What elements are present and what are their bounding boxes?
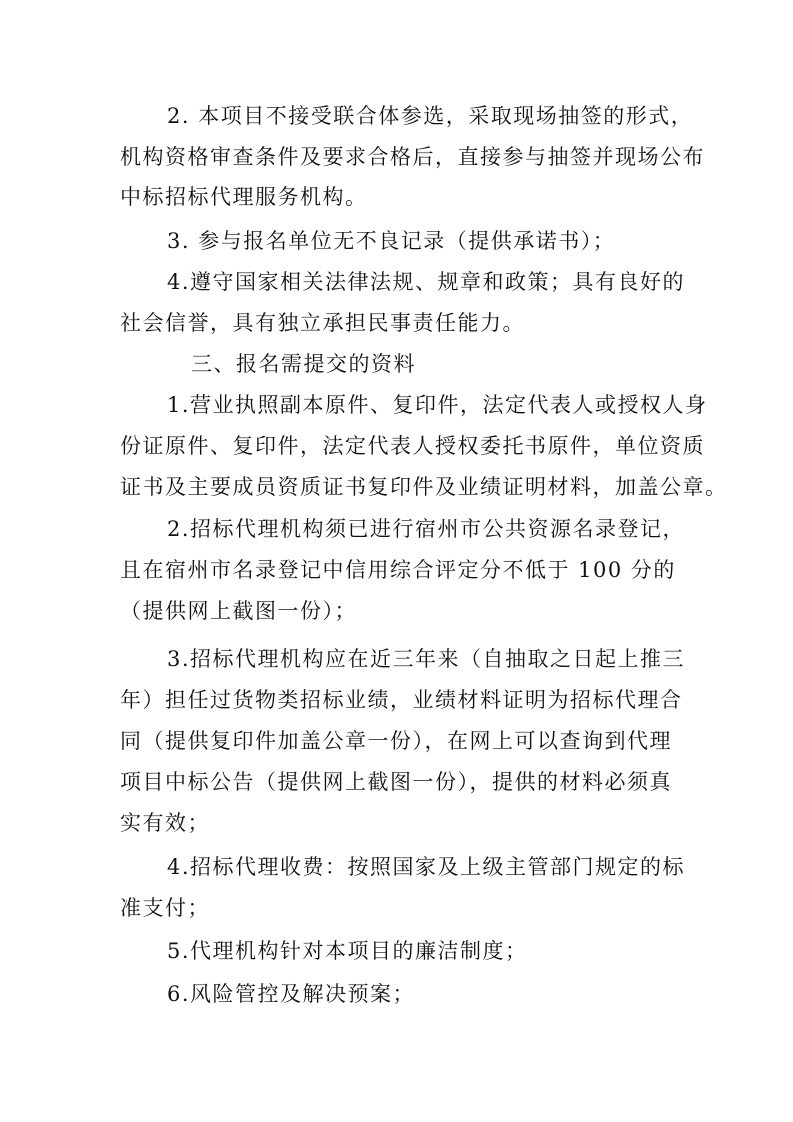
paragraph-line: 且在宿州市名录登记中信用综合评定分不低于 100 分的 <box>120 558 676 582</box>
paragraph-line: 准支付； <box>120 896 210 920</box>
paragraph-line: 社会信誉，具有独立承担民事责任能力。 <box>120 311 525 335</box>
paragraph-line: 1.营业执照副本原件、复印件，法定代表人或授权人身 <box>167 393 708 417</box>
paragraph-line: 项目中标公告（提供网上截图一份），提供的材料必须真 <box>120 770 672 794</box>
paragraph-line: 年）担任过货物类招标业绩，业绩材料证明为招标代理合 <box>120 688 683 712</box>
paragraph-line: 份证原件、复印件，法定代表人授权委托书原件，单位资质 <box>120 434 705 458</box>
paragraph-line: 中标招标代理服务机构。 <box>120 185 368 209</box>
paragraph-line: 3. 参与报名单位无不良记录（提供承诺书）； <box>167 229 616 253</box>
paragraph-line: 3.招标代理机构应在近三年来（自抽取之日起上推三 <box>167 647 686 671</box>
paragraph-line: 2. 本项目不接受联合体参选，采取现场抽签的形式， <box>167 104 694 128</box>
section-heading: 三、报名需提交的资料 <box>191 352 416 376</box>
paragraph-line: 机构资格审查条件及要求合格后，直接参与抽签并现场公布 <box>120 145 705 169</box>
paragraph-line: 6.风险管控及解决预案； <box>167 982 416 1006</box>
paragraph-line: 4.遵守国家相关法律法规、规章和政策；具有良好的 <box>167 270 686 294</box>
paragraph-line: 证书及主要成员资质证书复印件及业绩证明材料，加盖公章。 <box>120 475 728 499</box>
paragraph-line: （提供网上截图一份）； <box>120 599 357 623</box>
paragraph-line: 实有效； <box>120 811 210 835</box>
paragraph-line: 4.招标代理收费：按照国家及上级主管部门规定的标 <box>167 855 686 879</box>
paragraph-line: 2.招标代理机构须已进行宿州市公共资源名录登记， <box>167 517 686 541</box>
paragraph-line: 5.代理机构针对本项目的廉洁制度； <box>167 939 528 963</box>
paragraph-line: 同（提供复印件加盖公章一份），在网上可以查询到代理 <box>120 729 672 753</box>
